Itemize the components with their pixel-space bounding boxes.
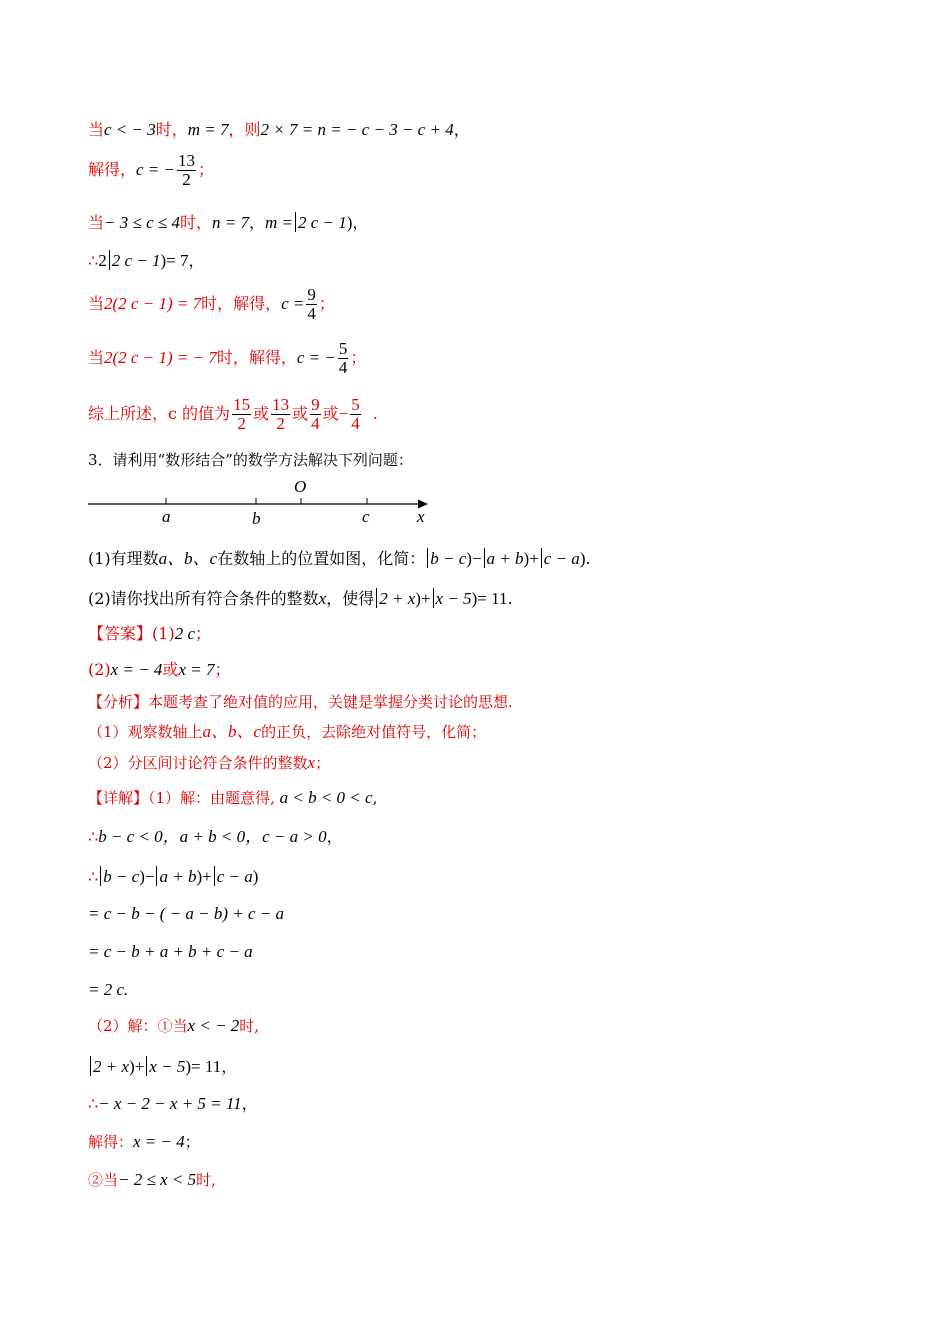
text: （2）解：①当: [88, 1017, 188, 1035]
answer-line-2: [88, 660, 230, 680]
detail-line-10: [88, 1132, 200, 1152]
math: 2: [98, 251, 107, 270]
text: ②当: [88, 1171, 119, 1189]
answer-line-1: [88, 624, 211, 644]
fraction: $\frac{13}{2}$: [272, 395, 290, 433]
math: b − c < 0，a + b < 0，c − a > 0: [98, 827, 327, 846]
math: 2(2 c − 1) = − 7: [104, 348, 217, 367]
abs-value: x − 5): [431, 589, 478, 608]
text: 解得：: [88, 1133, 134, 1151]
text: ，: [221, 1057, 238, 1076]
solution-line-therefore: [88, 250, 205, 271]
math: −: [338, 404, 349, 423]
math: x < − 2: [187, 1016, 240, 1035]
math: 2 × 7 = n = − c − 3 − c + 4: [260, 120, 454, 139]
fraction: $\frac{9}{4}$: [307, 285, 316, 323]
math: − x − 2 − x + 5 = 11: [98, 1094, 242, 1113]
abs-value: b − c): [98, 867, 145, 886]
text: ，: [241, 1094, 258, 1113]
fraction: $\frac{15}{2}$: [233, 395, 251, 433]
abs-value: 2 + x): [374, 589, 421, 608]
math: = c − b − ( − a − b) + c − a: [88, 904, 284, 923]
math: − 3 ≤ c ≤ 4: [104, 213, 180, 232]
detail-line-9: [88, 1094, 258, 1114]
text: .: [507, 589, 513, 608]
question-3-part-1: [88, 548, 591, 569]
math: c < − 3: [104, 120, 156, 139]
text: 或: [322, 404, 339, 423]
text: 时，解得，: [201, 294, 282, 313]
point-a-label: a: [162, 507, 171, 526]
math: n = 7: [211, 213, 249, 232]
fraction: $\frac{5}{4}$: [338, 339, 348, 377]
analysis-line: [88, 692, 513, 712]
text: ，: [352, 213, 369, 232]
math: +: [529, 549, 539, 568]
text: ；: [194, 624, 211, 643]
number-line-figure: [86, 474, 436, 530]
text: ，: [453, 120, 470, 139]
math: x = − 4: [110, 660, 163, 679]
math: a、b、c: [158, 549, 218, 568]
text: ；: [198, 160, 215, 179]
math: x = 7: [178, 660, 215, 679]
text: 当: [88, 348, 105, 367]
abs-value: 2 c − 1): [293, 213, 352, 232]
math: a、b、c: [202, 722, 262, 741]
text: （1）解：由题意得,: [148, 789, 280, 807]
text: 时,: [239, 1017, 260, 1035]
text: 或: [162, 660, 179, 679]
math: = 2 c.: [88, 980, 129, 999]
solution-line-case-negative: [88, 340, 366, 377]
solution-line-case-positive: [88, 286, 335, 323]
detail-line-6: [88, 980, 128, 1000]
point-b-label: b: [252, 509, 261, 528]
abs-value: a + b): [154, 867, 202, 886]
math: m =: [264, 213, 293, 232]
text: .: [585, 549, 591, 568]
math: +: [420, 589, 431, 608]
text: 时，解得，: [216, 348, 297, 367]
analysis-step-2: [88, 753, 330, 773]
abs-value: b − c): [425, 549, 472, 568]
text: 或: [253, 404, 270, 423]
math: x: [307, 753, 316, 772]
text: (1)有理数: [88, 549, 159, 568]
abs-value: x − 5): [144, 1057, 191, 1076]
fraction: $\frac{13}{2}$: [178, 151, 196, 189]
text: (2)请你找出所有符合条件的整数: [88, 589, 319, 608]
text: ,: [372, 789, 378, 807]
math: −: [471, 549, 482, 568]
text: ；: [318, 294, 335, 313]
solution-line-c-less-than-neg3: [88, 120, 470, 140]
text: (2): [88, 660, 111, 679]
text: ；: [315, 754, 331, 772]
text: ，则: [228, 120, 261, 139]
text: 当: [88, 120, 105, 139]
math: x = − 4: [133, 1132, 185, 1151]
math: = 11: [477, 589, 508, 608]
abs-value: 2 c − 1): [107, 251, 166, 270]
math: −: [144, 867, 155, 886]
therefore-symbol: ∴: [88, 867, 99, 886]
text: ，使得: [326, 589, 375, 608]
math: = c − b + a + b + c − a: [88, 942, 253, 961]
math: c = −: [136, 160, 176, 179]
detail-label: 【详解】: [88, 789, 149, 807]
therefore-symbol: ∴: [88, 827, 99, 846]
text: 解得，: [88, 160, 137, 179]
text: 在数轴上的位置如图，化简：: [217, 549, 426, 568]
math: = 11: [191, 1057, 222, 1076]
answer-label: 【答案】: [88, 624, 153, 643]
math: 2(2 c − 1) = 7: [104, 294, 202, 313]
text: .: [372, 404, 378, 423]
origin-label: O: [294, 477, 307, 496]
abs-value: 2 + x): [88, 1057, 135, 1076]
text: ；: [184, 1133, 200, 1151]
math: m = 7: [187, 120, 229, 139]
question-3: [88, 450, 413, 470]
detail-line-8: [88, 1056, 237, 1077]
text: ，: [326, 827, 343, 846]
text: 或: [292, 404, 309, 423]
text: （2）分区间讨论符合条件的整数: [88, 754, 308, 772]
abs-value: c − a): [212, 867, 259, 886]
text: 当: [88, 213, 105, 232]
text: 本题考查了绝对值的应用，关键是掌握分类讨论的思想.: [148, 693, 513, 711]
therefore-symbol: ∴: [88, 1094, 99, 1113]
analysis-label: 【分析】: [88, 693, 149, 711]
solution-line-summary: [88, 396, 378, 433]
axis-x-label: x: [417, 507, 425, 526]
text: 时，: [155, 120, 188, 139]
analysis-step-1: [88, 722, 486, 742]
therefore-symbol: ∴: [88, 251, 99, 270]
abs-value: a + b): [482, 549, 530, 568]
point-c-label: c: [362, 507, 370, 526]
math: x: [318, 589, 327, 608]
fraction: $\frac{5}{4}$: [351, 395, 360, 433]
solution-line-middle-range: [88, 212, 368, 233]
math: c = −: [296, 348, 336, 367]
detail-line-4: [88, 904, 284, 924]
question-text: 3．请利用“数形结合”的数学方法解决下列问题：: [88, 451, 413, 469]
detail-line-3: [88, 866, 258, 887]
text: 时,: [196, 1171, 216, 1189]
text: （1）观察数轴上: [88, 723, 203, 741]
text: 时，: [179, 213, 212, 232]
detail-line-2: [88, 827, 343, 847]
question-3-part-2: [88, 588, 513, 609]
detail-line-1: [88, 788, 377, 808]
text: ；: [214, 660, 231, 679]
detail-line-7: [88, 1016, 259, 1036]
text: 当: [88, 294, 105, 313]
math: +: [202, 867, 212, 886]
text: (1): [152, 624, 175, 643]
detail-line-11: [88, 1170, 216, 1190]
math: 2 c: [174, 624, 195, 643]
text: ，: [188, 251, 205, 270]
text: 综上所述，c 的值为: [88, 404, 231, 423]
math: +: [134, 1057, 145, 1076]
detail-line-5: [88, 942, 253, 962]
fraction: $\frac{9}{4}$: [311, 395, 320, 433]
abs-value: c − a): [539, 549, 586, 568]
text: ；: [350, 348, 367, 367]
math: − 2 ≤ x < 5: [118, 1170, 197, 1189]
math: = 7: [166, 251, 189, 270]
text: 的正负，去除绝对值符号，化简；: [261, 723, 487, 741]
math: a < b < 0 < c: [279, 788, 373, 807]
math: c =: [281, 294, 305, 313]
solution-line-solve-c: [88, 152, 214, 189]
text: ，: [248, 213, 265, 232]
